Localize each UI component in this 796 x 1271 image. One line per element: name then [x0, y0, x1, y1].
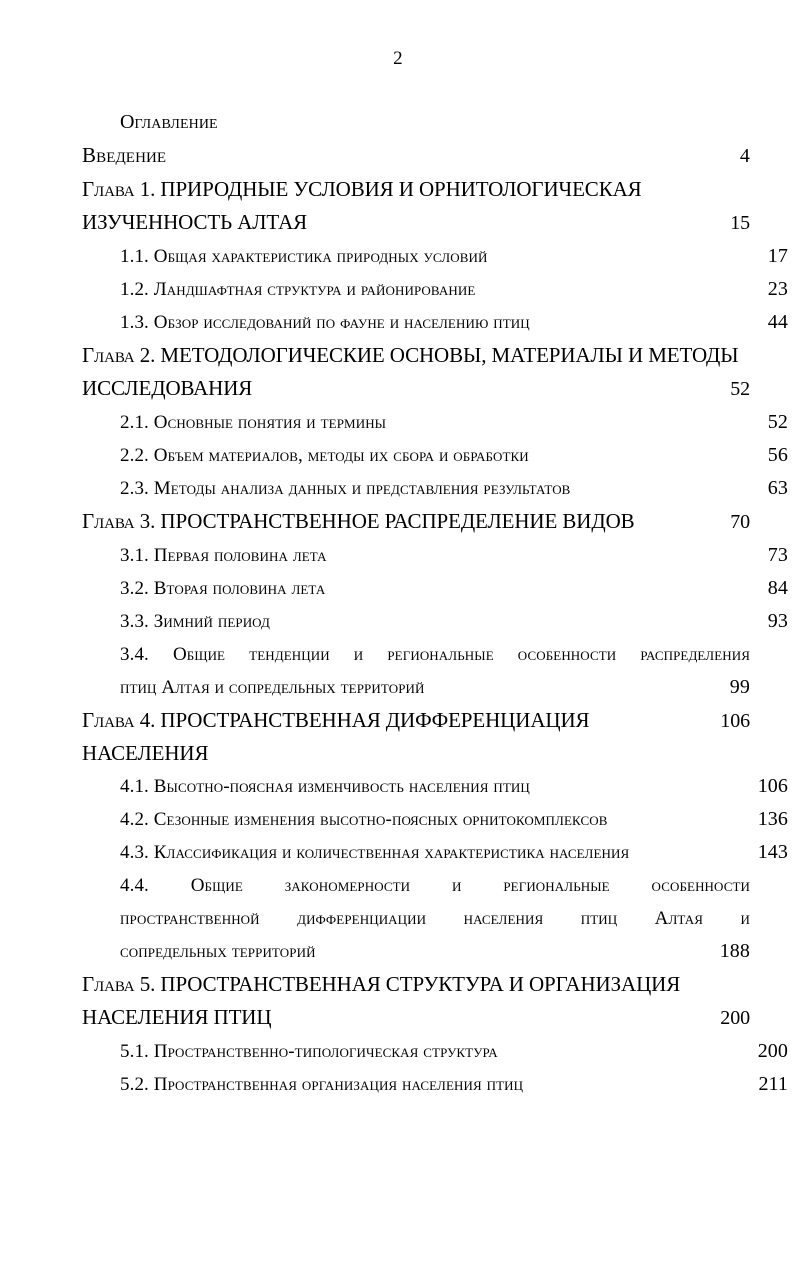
toc-entry-label-line1: 4.4. Общие закономерности и региональные особенности — [120, 875, 750, 896]
chapter-prefix: Глава 3. — [82, 509, 156, 533]
toc-entry-label-line3: сопредельных территорий — [120, 941, 316, 962]
toc-entry-section-2-2[interactable] — [82, 439, 788, 472]
chapter-title: ПРИРОДНЫЕ УСЛОВИЯ И ОРНИТОЛОГИЧЕСКАЯ — [160, 177, 642, 201]
toc-entry-section-3-1[interactable] — [82, 539, 788, 572]
chapter-title: МЕТОДОЛОГИЧЕСКИЕ ОСНОВЫ, МАТЕРИАЛЫ И МЕТОДЫ — [160, 343, 739, 367]
toc-entry-label — [82, 968, 680, 1001]
toc-entry-label: 4.1. Высотно-поясная изменчивость населения птиц — [120, 776, 530, 797]
toc-entry-label: 2.3. Методы анализа данных и представления результатов — [120, 478, 571, 499]
toc-entry-label: 5.2. Пространственная организация населения птиц — [120, 1074, 524, 1095]
chapter-prefix: Глава 2. — [82, 343, 156, 367]
toc-entry-chapter-5-line1[interactable] — [82, 968, 750, 1001]
toc-entry-label: 4.2. Сезонные изменения высотно-поясных орнитокомплексов — [120, 809, 608, 830]
toc-entry-label: ИЗУЧЕННОСТЬ АЛТАЯ — [82, 210, 308, 234]
toc-heading: Оглавление — [120, 111, 218, 133]
toc-page-number: 56 — [767, 444, 788, 466]
toc-page-number: 17 — [767, 245, 788, 267]
toc-entry-section-1-2[interactable] — [82, 273, 788, 306]
toc-entry-section-4-2[interactable] — [82, 803, 788, 836]
toc-page-number: 44 — [767, 311, 788, 333]
toc-page-number: 15 — [730, 212, 750, 234]
toc-entry-chapter-5-line2[interactable] — [82, 1001, 750, 1035]
toc-entry-section-2-1[interactable] — [82, 406, 788, 439]
toc-entry-section-1-3[interactable] — [82, 306, 788, 339]
toc-entry-section-5-2[interactable] — [82, 1068, 788, 1101]
toc-page-number: 4 — [739, 145, 750, 167]
toc-entry-label: 3.3. Зимний период — [120, 611, 270, 632]
toc-entry-section-3-2[interactable] — [82, 572, 788, 605]
toc-page-number: 52 — [767, 411, 788, 433]
toc-entry-label: ИССЛЕДОВАНИЯ — [82, 376, 253, 400]
toc-page-number: 63 — [767, 477, 788, 499]
chapter-title: ПРОСТРАНСТВЕННАЯ СТРУКТУРА И ОРГАНИЗАЦИЯ — [160, 972, 681, 996]
toc-page-number: 200 — [720, 1007, 750, 1029]
toc-entry-chapter-1-line1[interactable] — [82, 173, 750, 206]
toc-entry-tail — [120, 935, 750, 968]
toc-page-number: 188 — [719, 940, 750, 962]
chapter-prefix: Глава 1. — [82, 177, 156, 201]
toc-entry-label: 5.1. Пространственно-типологическая структура — [120, 1041, 498, 1062]
toc-page-number: 211 — [758, 1073, 788, 1095]
chapter-prefix: Глава 4. — [82, 708, 156, 732]
toc-entry-label: 2.1. Основные понятия и термины — [120, 412, 387, 433]
toc-page-number: 52 — [730, 378, 750, 400]
toc-entry-label: Введение — [82, 143, 167, 167]
toc-page-number: 23 — [767, 278, 788, 300]
toc-page-number: 84 — [767, 577, 788, 599]
toc-entry-label-line1: 3.4. Общие тенденции и региональные особенности распределения — [120, 644, 750, 665]
toc-entry-section-4-1[interactable] — [82, 770, 788, 803]
toc-entry-label: 2.2. Объем материалов, методы их сбора и обработки — [120, 445, 529, 466]
toc-entry-label: 4.3. Классификация и количественная характеристика населения — [120, 842, 630, 863]
toc-page-number: 143 — [757, 841, 788, 863]
toc-entry-tail — [120, 671, 750, 704]
toc-entry-label: 3.2. Вторая половина лета — [120, 578, 326, 599]
toc-entry-chapter-3[interactable] — [82, 505, 750, 539]
toc-entry-label — [82, 339, 738, 372]
toc-page-number: 99 — [729, 676, 750, 698]
chapter-title: ПРОСТРАНСТВЕННАЯ ДИФФЕРЕНЦИАЦИЯ НАСЕЛЕНИЯ — [82, 708, 590, 765]
toc-page-number: 200 — [757, 1040, 788, 1062]
chapter-title: ПРОСТРАНСТВЕННОЕ РАСПРЕДЕЛЕНИЕ ВИДОВ — [160, 509, 635, 533]
toc-entry-label: 3.1. Первая половина лета — [120, 545, 327, 566]
toc-entry-label — [82, 173, 642, 206]
toc-page-number: 106 — [757, 775, 788, 797]
toc-entry-label: 1.3. Обзор исследований по фауне и населению птиц — [120, 312, 530, 333]
toc-entry-chapter-2-line2[interactable] — [82, 372, 750, 406]
toc-page-number: 93 — [767, 610, 788, 632]
toc-entry-chapter-4[interactable] — [82, 704, 750, 770]
toc-entry-section-3-3[interactable] — [82, 605, 788, 638]
toc-page-number: 136 — [757, 808, 788, 830]
toc-entry-chapter-2-line1[interactable] — [82, 339, 750, 372]
toc-entry-label: 1.2. Ландшафтная структура и районирование — [120, 279, 476, 300]
toc-entry-section-3-4[interactable] — [82, 638, 750, 704]
toc-entry-label: 1.1. Общая характеристика природных условий — [120, 246, 488, 267]
toc-entry-chapter-1-line2[interactable] — [82, 206, 750, 240]
chapter-prefix: Глава 5. — [82, 972, 156, 996]
toc-entry-section-1-1[interactable] — [82, 240, 788, 273]
toc-entry-section-4-4[interactable] — [82, 869, 750, 968]
toc-entry-section-4-3[interactable] — [82, 836, 788, 869]
toc-entry-label: НАСЕЛЕНИЯ ПТИЦ — [82, 1005, 272, 1029]
toc-entry-label — [82, 704, 716, 770]
toc-entry-label-line2: пространственной дифференциации населения птиц Алтая и — [120, 908, 750, 929]
toc-entry-label-line2: птиц Алтая и сопредельных территорий — [120, 677, 425, 698]
toc-entry-label — [82, 505, 635, 538]
toc-entry-introduction[interactable] — [82, 139, 750, 173]
toc-page-number: 73 — [767, 544, 788, 566]
table-of-contents — [82, 106, 788, 1101]
toc-entry-section-2-3[interactable] — [82, 472, 788, 505]
toc-entry-section-5-1[interactable] — [82, 1035, 788, 1068]
page-folio-number: 2 — [393, 48, 403, 69]
toc-page-number: 106 — [720, 710, 750, 732]
toc-page-number: 70 — [730, 511, 750, 533]
